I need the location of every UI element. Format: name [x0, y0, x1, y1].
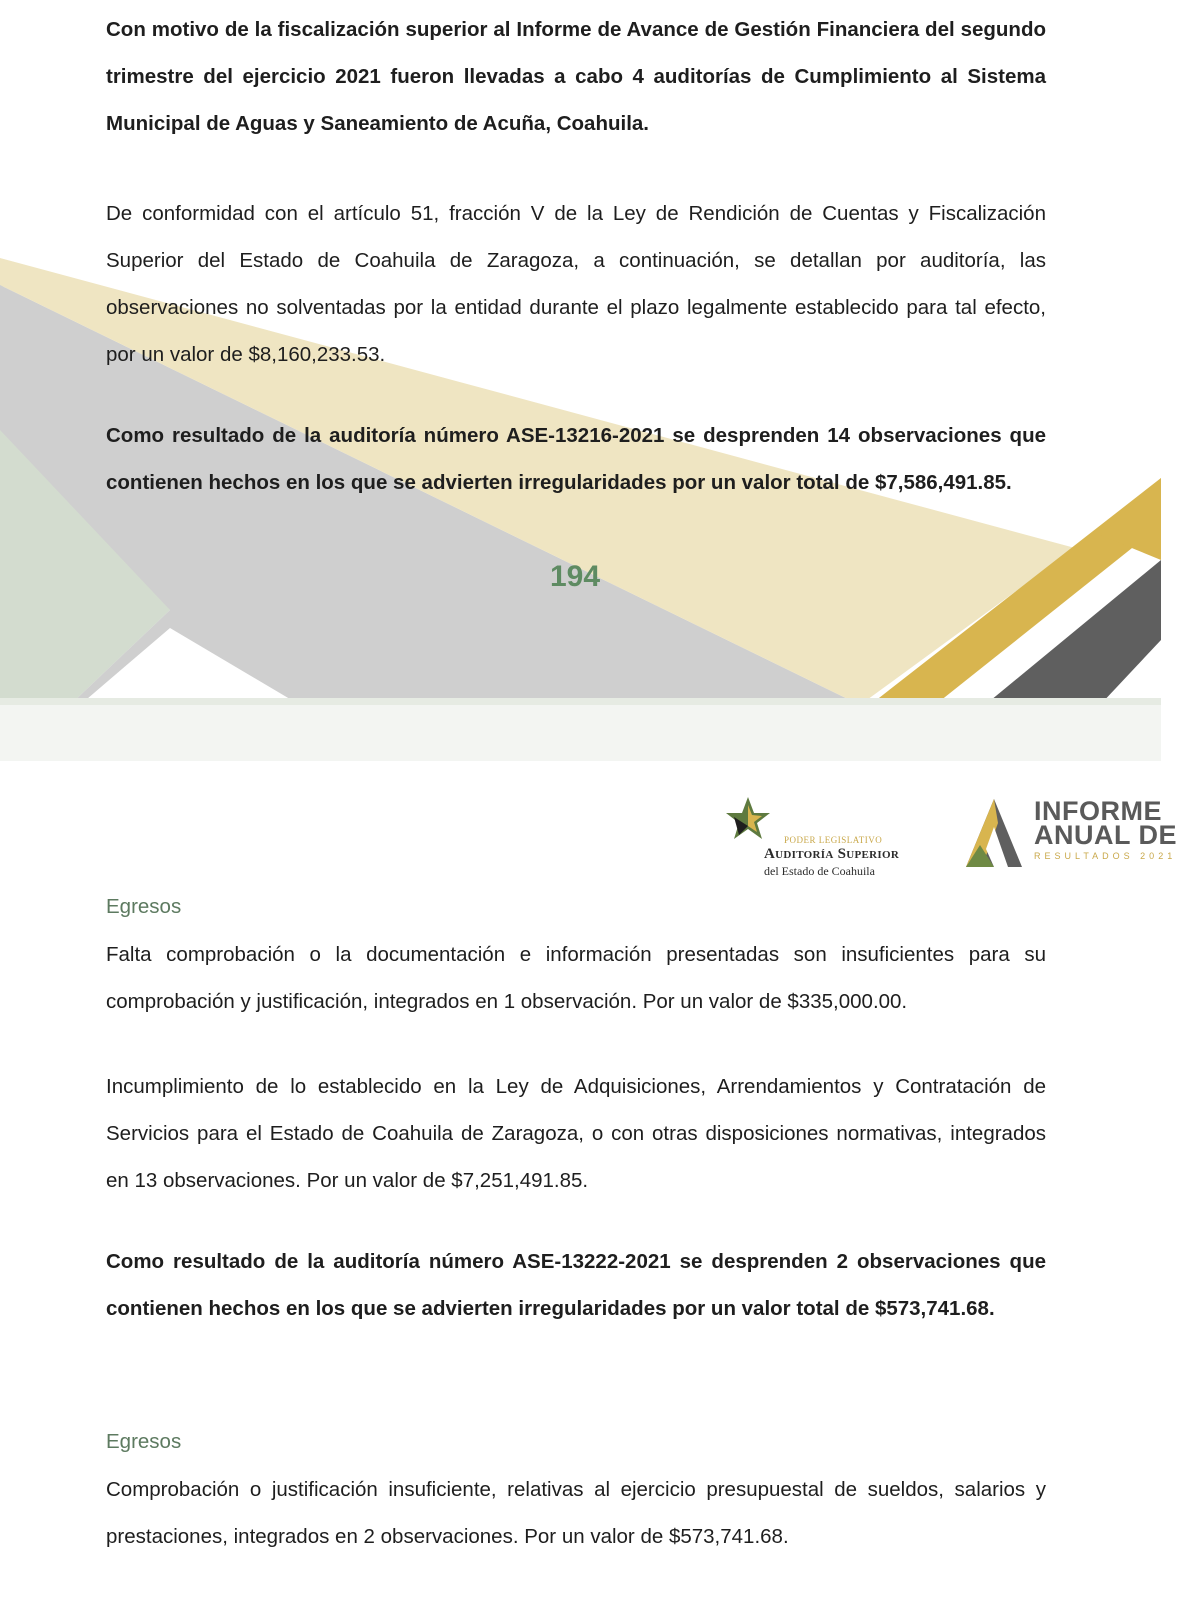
asec-sub-label: del Estado de Coahuila	[764, 864, 875, 878]
page-195	[0, 761, 1177, 1600]
informe-line-3: RESULTADOS 2021	[1034, 851, 1177, 861]
egresos-paragraph-3: Comprobación o justificación insuficiente, relativas al ejercicio presupuestal de sueldos, salarios y prestaciones, integrados en 2 observaciones. Por un valor de $573,741.68.	[106, 1478, 1046, 1548]
triangle-logo-icon	[964, 797, 1024, 869]
page-edge	[0, 698, 1161, 705]
informe-line-2: ANUAL DE	[1034, 820, 1177, 850]
auditoria-superior-logo	[738, 809, 938, 889]
section-heading-egresos-2: Egresos	[106, 1430, 182, 1453]
egresos-paragraph-1: Falta comprobación o la documentación e información presentadas son insuficientes para su comprobación y justificación, integrados en 1 observación. Por un valor de $335,000.00.	[106, 943, 1046, 1013]
informe-anual-logo	[964, 796, 1177, 877]
section-heading-egresos: Egresos	[106, 895, 182, 918]
star-logo-icon	[724, 795, 772, 843]
legal-basis-paragraph: De conformidad con el artículo 51, fracción V de la Ley de Rendición de Cuentas y Fiscalización Superior del Estado de Coahuila de Zaragoza, a continuación, se detallan por auditoría, las observaciones no solventadas por la entidad durante el plazo legalmente establecido para tal efecto, por un valor de $8,160,233.53.	[106, 202, 1046, 366]
page-number: 194	[549, 560, 601, 593]
page-separator	[0, 705, 1161, 761]
audit-13222-summary: Como resultado de la auditoría número ASE-13222-2021 se desprenden 2 observaciones que contienen hechos en los que se advierten irregularidades por un valor total de $573,741.68.	[106, 1250, 1046, 1320]
asec-small-label: PODER LEGISLATIVO	[784, 835, 883, 845]
egresos-paragraph-2: Incumplimiento de lo establecido en la Ley de Adquisiciones, Arrendamientos y Contratación de Servicios para el Estado de Coahuila de Zaragoza, o con otras disposiciones normativas, integrados en 13 observaciones. Por un valor de $7,251,491.85.	[106, 1075, 1046, 1192]
asec-main-label: Auditoría Superior	[764, 846, 900, 862]
intro-paragraph: Con motivo de la fiscalización superior al Informe de Avance de Gestión Financiera del segundo trimestre del ejercicio 2021 fueron llevadas a cabo 4 auditorías de Cumplimiento al Sistema Municipal de Aguas y Saneamiento de Acuña, Coahuila.	[106, 18, 1046, 135]
audit-13216-summary: Como resultado de la auditoría número ASE-13216-2021 se desprenden 14 observaciones que contienen hechos en los que se advierten irregularidades por un valor total de $7,586,491.85.	[106, 424, 1046, 494]
informe-line-1: INFORME	[1034, 796, 1162, 826]
page-194	[0, 0, 1161, 705]
